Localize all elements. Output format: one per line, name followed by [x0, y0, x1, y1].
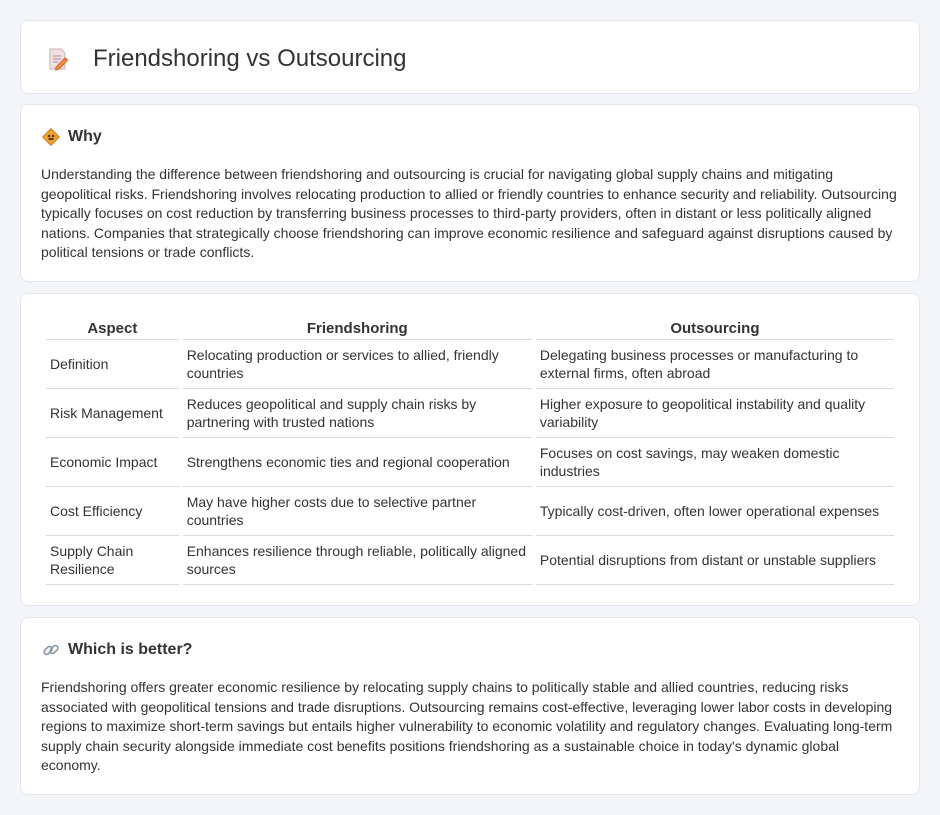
why-heading-row [42, 127, 102, 147]
outsourcing-cell: Typically cost-driven, often lower operational expenses [536, 487, 894, 536]
which-heading-row [42, 640, 192, 660]
friendshoring-cell: Reduces geopolitical and supply chain risks by partnering with trusted nations [183, 389, 532, 438]
outsourcing-cell: Delegating business processes or manufacturing to external firms, often abroad [536, 340, 894, 389]
aspect-cell: Supply Chain Resilience [46, 536, 179, 585]
document-pencil-icon [47, 47, 69, 71]
aspect-cell: Economic Impact [46, 438, 179, 487]
outsourcing-cell: Potential disruptions from distant or unstable suppliers [536, 536, 894, 585]
which-heading: Which is better? [68, 641, 193, 658]
table-row [46, 487, 894, 536]
why-section [20, 104, 920, 282]
comparison-section [20, 293, 920, 606]
friendshoring-cell: Enhances resilience through reliable, politically aligned sources [183, 536, 532, 585]
which-section [20, 617, 920, 795]
why-text: Understanding the difference between friendshoring and outsourcing is crucial for navigating global supply chains and mitigating geopolitical risks. Friendshoring involves relocating production to allied or friendly countries to enhance security and reliability. Outsourcing typically focuses on cost reduction by transferring business processes to third-party providers, often in distant or less politically aligned nations. Companies that strategically choose friendshoring can improve economic resilience and safeguard against disruptions caused by political tensions or trade conflicts. [41, 166, 897, 261]
page-title: Friendshoring vs Outsourcing [93, 45, 407, 72]
link-icon [42, 641, 60, 659]
column-header-aspect: Aspect [46, 313, 179, 340]
table-header-row [46, 313, 894, 340]
table-row [46, 340, 894, 389]
friendshoring-cell: Strengthens economic ties and regional cooperation [183, 438, 532, 487]
aspect-cell: Definition [46, 340, 179, 389]
table-row [46, 536, 894, 585]
which-text: Friendshoring offers greater economic resilience by relocating supply chains to politically stable and allied countries, reducing risks associated with geopolitical tensions and trade disruptions. Outsourcing remains cost-effective, leveraging lower labor costs in developing regions to maximize short-term savings but entails higher vulnerability to economic volatility and regulatory changes. Evaluating long-term supply chain security alongside immediate cost benefits positions friendshoring as a sustainable choice in today's dynamic global economy. [41, 679, 893, 774]
column-header-outsourcing: Outsourcing [536, 313, 894, 340]
friendshoring-cell: May have higher costs due to selective partner countries [183, 487, 532, 536]
outsourcing-cell: Focuses on cost savings, may weaken domestic industries [536, 438, 894, 487]
table-row [46, 438, 894, 487]
comparison-table [42, 313, 898, 585]
outsourcing-cell: Higher exposure to geopolitical instability and quality variability [536, 389, 894, 438]
diamond-sign-icon [42, 128, 60, 146]
aspect-cell: Cost Efficiency [46, 487, 179, 536]
column-header-friendshoring: Friendshoring [183, 313, 532, 340]
friendshoring-cell: Relocating production or services to allied, friendly countries [183, 340, 532, 389]
aspect-cell: Risk Management [46, 389, 179, 438]
why-heading: Why [68, 128, 102, 145]
table-row [46, 389, 894, 438]
title-card [20, 20, 920, 94]
